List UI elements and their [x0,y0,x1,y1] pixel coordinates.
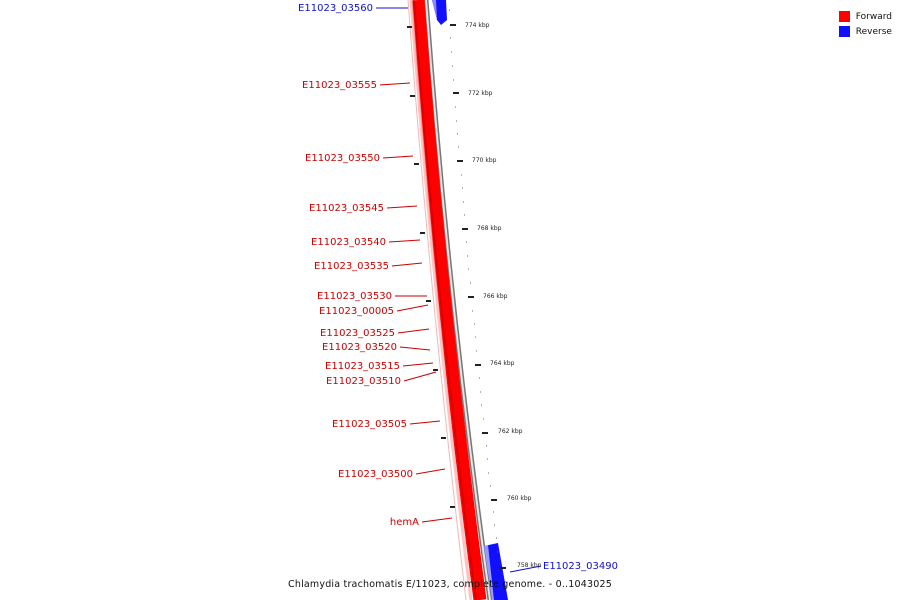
gene-leader [410,421,440,424]
tick-label-760: 760 kbp [507,495,532,502]
genome-caption: Chlamydia trachomatis E/11023, complete genome. - 0..1043025 [288,579,612,590]
tick-label-774: 774 kbp [465,22,490,29]
gene-leader [387,206,417,208]
tick-label-772: 772 kbp [468,90,493,97]
gene-leader [389,240,420,242]
gene-leader [398,329,429,333]
tick-label-770: 770 kbp [472,157,497,164]
forward-swatch [839,11,850,22]
legend-item-forward [839,9,892,24]
gene-label-E11023_03520[interactable]: E11023_03520 [322,342,397,353]
gene-leader [416,469,445,474]
gene-leader [400,347,430,350]
gene-leader [404,372,436,381]
gene-label-E11023_03560[interactable]: E11023_03560 [298,3,373,14]
reverse-swatch [839,26,850,37]
legend-item-reverse [839,24,892,39]
gene-label-E11023_03555[interactable]: E11023_03555 [302,80,377,91]
strand-legend [839,9,892,39]
gene-label-E11023_03510[interactable]: E11023_03510 [326,376,401,387]
gene-label-E11023_03545[interactable]: E11023_03545 [309,203,384,214]
tick-label-766: 766 kbp [483,293,508,300]
gene-leader [383,156,413,158]
gene-label-E11023_03550[interactable]: E11023_03550 [305,153,380,164]
legend-label-reverse: Reverse [855,26,892,37]
gene-leader [422,518,452,522]
gene-label-hemA[interactable]: hemA [389,517,419,528]
gene-label-E11023_03530[interactable]: E11023_03530 [317,291,392,302]
gene-label-E11023_03500[interactable]: E11023_03500 [338,469,413,480]
gene-label-E11023_03505[interactable]: E11023_03505 [332,419,407,430]
gene-label-E11023_00005[interactable]: E11023_00005 [319,306,394,317]
gene-label-E11023_03525[interactable]: E11023_03525 [320,328,395,339]
gene-label-E11023_03540[interactable]: E11023_03540 [311,237,386,248]
gene-leader [403,363,433,366]
gene-label-E11023_03535[interactable]: E11023_03535 [314,261,389,272]
legend-label-forward: Forward [855,11,892,22]
tick-label-762: 762 kbp [498,428,523,435]
gene-label-E11023_03515[interactable]: E11023_03515 [325,361,400,372]
gene-label-E11023_03490[interactable]: E11023_03490 [543,561,618,572]
gene-leader [392,263,422,266]
gene-leader [397,305,428,311]
tick-label-768: 768 kbp [477,225,502,232]
tick-label-764: 764 kbp [490,360,515,367]
gene-leader [380,83,410,85]
tick-label-758: 758 kbp [517,562,542,569]
